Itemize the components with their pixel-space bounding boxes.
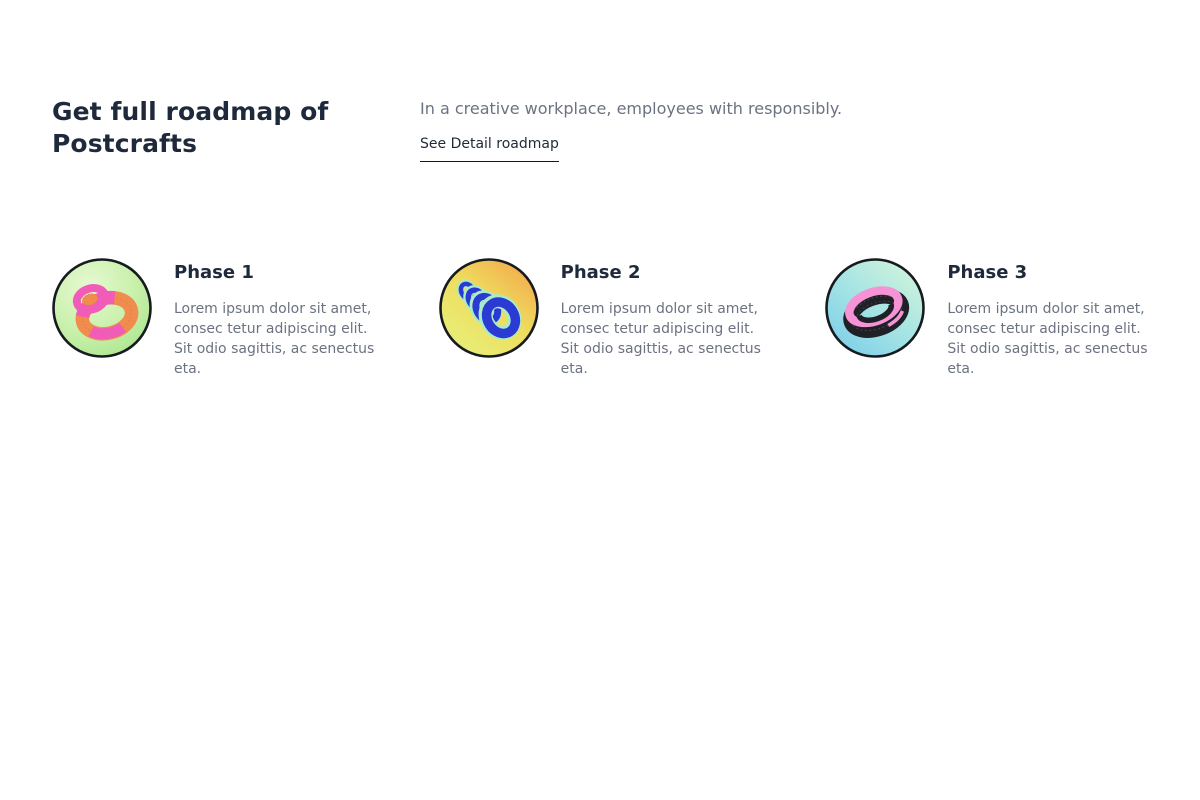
roadmap-section <box>0 0 1200 379</box>
phase-title: Phase 2 <box>560 262 641 283</box>
phase-description: Lorem ipsum dolor sit amet, consec tetur adipiscing elit. Sit odio sagittis, ac senectus eta. <box>174 301 375 377</box>
phase-title: Phase 3 <box>947 262 1028 283</box>
see-detail-roadmap-link[interactable]: See Detail roadmap <box>420 134 559 162</box>
phase-text-block <box>174 261 375 379</box>
stacked-rings-icon <box>439 258 539 358</box>
phase-text-block <box>561 261 762 379</box>
torus-knot-icon <box>52 258 152 358</box>
phase-card <box>439 258 762 379</box>
roadmap-header <box>52 96 1148 162</box>
phase-text-block <box>947 261 1148 379</box>
phase-card <box>52 258 375 379</box>
wireframe-torus-icon <box>825 258 925 358</box>
phase-title: Phase 1 <box>174 262 254 283</box>
section-subtitle: In a creative workplace, employees with responsibly. <box>420 99 843 118</box>
phase-description: Lorem ipsum dolor sit amet, consec tetur adipiscing elit. Sit odio sagittis, ac senectus eta. <box>947 301 1148 377</box>
phase-card <box>825 258 1148 379</box>
phases-row <box>52 258 1148 379</box>
section-title: Get full roadmap of Postcrafts <box>52 97 329 158</box>
header-right-column <box>420 96 1148 162</box>
phase-description: Lorem ipsum dolor sit amet, consec tetur adipiscing elit. Sit odio sagittis, ac senectus eta. <box>560 301 761 377</box>
